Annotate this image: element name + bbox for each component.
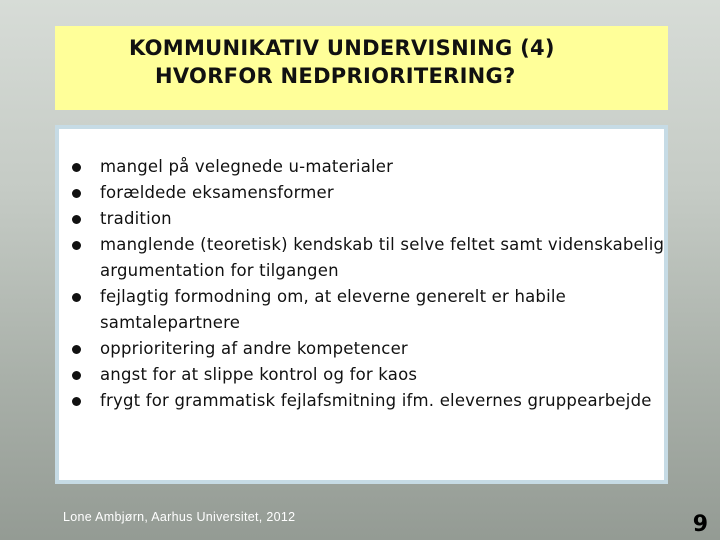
content-box	[55, 125, 668, 484]
bullet-text: tradition	[100, 209, 172, 228]
bullet-item	[100, 232, 666, 284]
bullet-text: frygt for grammatisk fejlafsmitning ifm. elevernes gruppearbejde	[100, 391, 652, 410]
bullet-text: mangel på velegnede u-materialer	[100, 157, 394, 176]
bullet-dot-icon	[72, 163, 81, 172]
bullet-text: fejlagtig formodning om, at eleverne generelt er habile samtalepartnere	[100, 287, 567, 332]
bullet-item	[100, 284, 666, 336]
bullet-dot-icon	[72, 371, 81, 380]
slide-title-line-2: HVORFOR NEDPRIORITERING?	[155, 64, 516, 88]
bullet-dot-icon	[72, 345, 81, 354]
bullet-dot-icon	[72, 215, 81, 224]
bullet-item	[100, 362, 666, 388]
bullet-dot-icon	[72, 241, 81, 250]
bullet-item	[100, 206, 666, 232]
bullet-text: opprioritering af andre kompetencer	[100, 339, 408, 358]
slide-title-line-1: KOMMUNIKATIV UNDERVISNING (4)	[129, 36, 555, 60]
bullet-text: manglende (teoretisk) kendskab til selve feltet samt videnskabelig argumentation for tilgangen	[100, 235, 665, 280]
footer-credit: Lone Ambjørn, Aarhus Universitet, 2012	[63, 510, 296, 524]
slide-title-box	[55, 26, 668, 110]
bullet-item	[100, 388, 666, 414]
bullet-text: forældede eksamensformer	[100, 183, 334, 202]
bullet-item	[100, 180, 666, 206]
bullet-dot-icon	[72, 189, 81, 198]
bullet-dot-icon	[72, 293, 81, 302]
bullet-item	[100, 336, 666, 362]
page-number: 9	[692, 512, 708, 537]
bullet-item	[100, 154, 666, 180]
bullet-text: angst for at slippe kontrol og for kaos	[100, 365, 418, 384]
bullet-dot-icon	[72, 397, 81, 406]
bullet-list	[100, 154, 666, 414]
